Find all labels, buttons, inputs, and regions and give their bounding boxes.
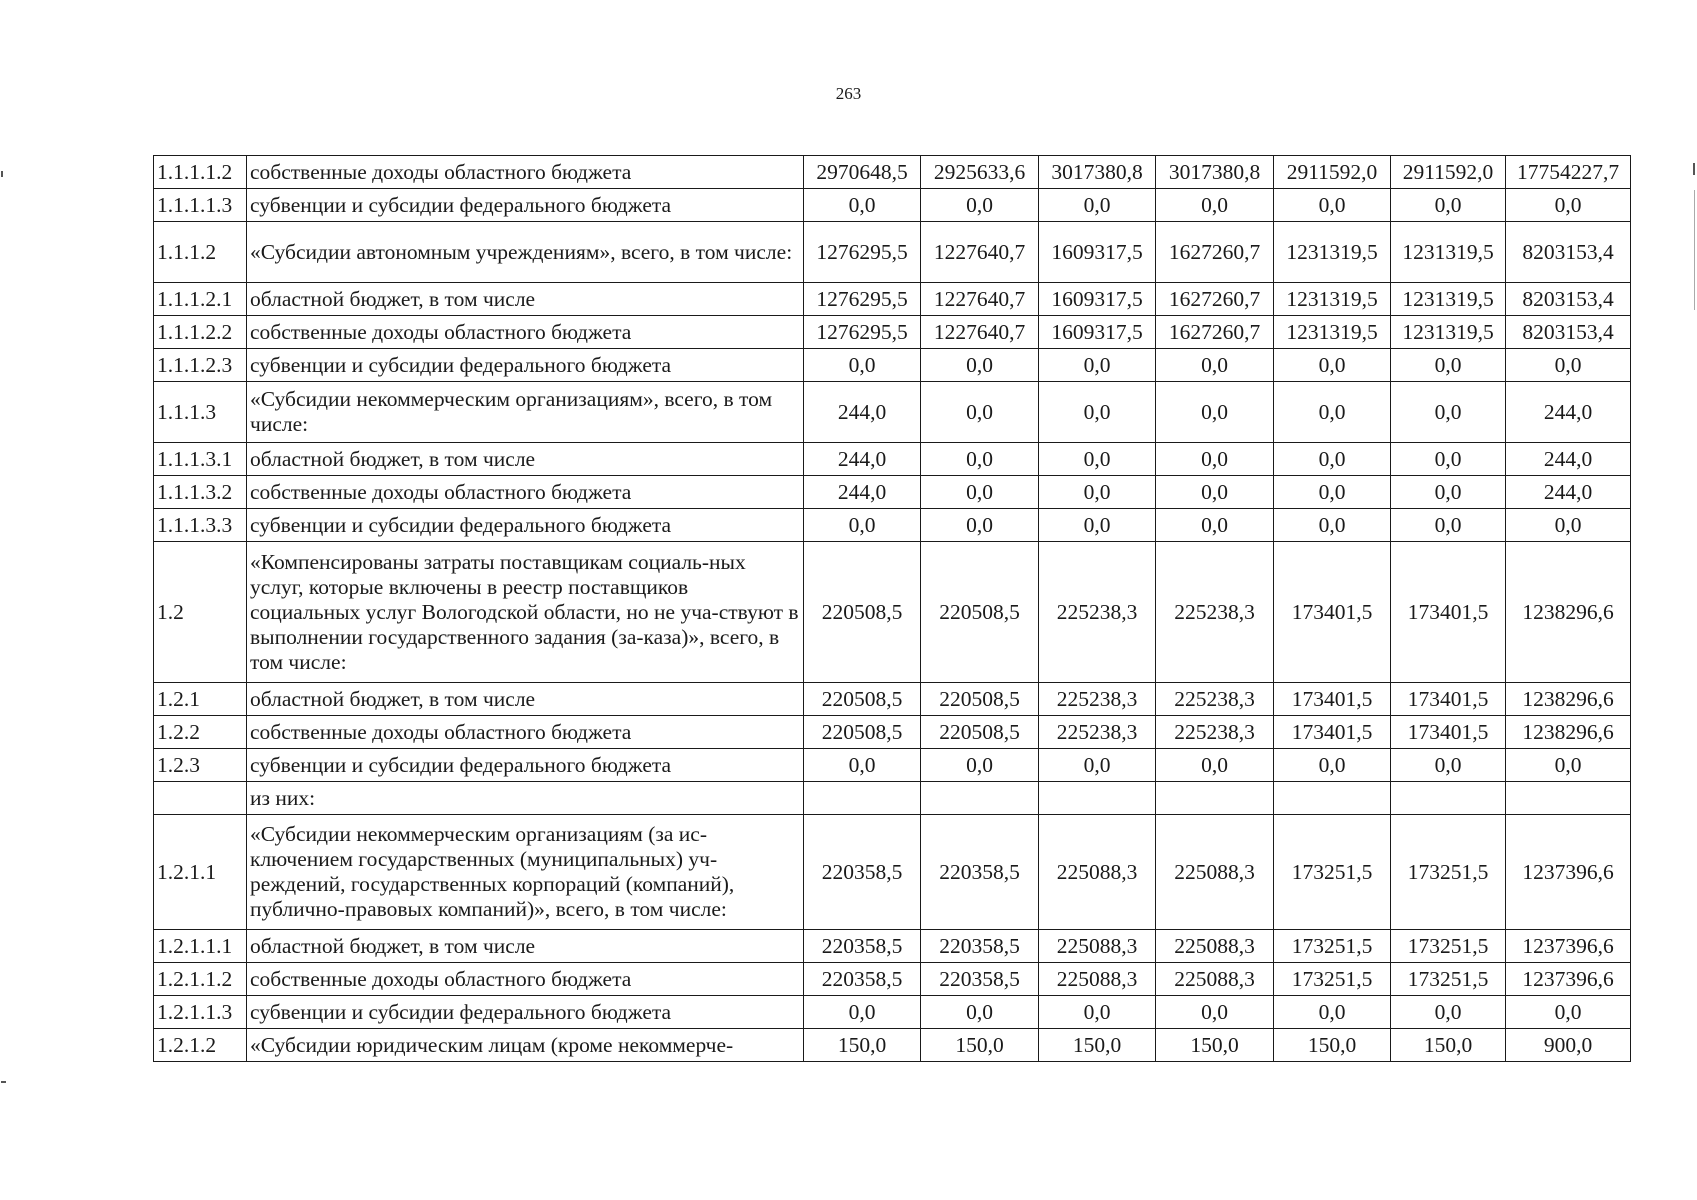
row-description: собственные доходы областного бюджета: [247, 716, 804, 749]
row-description: собственные доходы областного бюджета: [247, 476, 804, 509]
value-cell: 0,0: [1274, 749, 1391, 782]
value-cell: 173401,5: [1391, 542, 1506, 683]
value-cell: 150,0: [804, 1029, 921, 1062]
value-cell: 0,0: [804, 189, 921, 222]
value-cell: 173251,5: [1274, 815, 1391, 930]
row-code: 1.1.1.2.3: [154, 349, 247, 382]
value-cell: 0,0: [1391, 349, 1506, 382]
row-description: областной бюджет, в том числе: [247, 443, 804, 476]
row-code: [154, 782, 247, 815]
value-cell: 0,0: [1391, 189, 1506, 222]
value-cell: 0,0: [1274, 443, 1391, 476]
row-code: 1.2.2: [154, 716, 247, 749]
row-code: 1.2.1.1.2: [154, 963, 247, 996]
value-cell: 1231319,5: [1391, 283, 1506, 316]
value-cell: 173401,5: [1274, 542, 1391, 683]
value-cell: 0,0: [1274, 509, 1391, 542]
table-row: [154, 782, 1631, 815]
total-cell: 0,0: [1506, 509, 1631, 542]
value-cell: 0,0: [921, 189, 1039, 222]
value-cell: 225238,3: [1156, 542, 1274, 683]
value-cell: 1627260,7: [1156, 316, 1274, 349]
value-cell: 1276295,5: [804, 283, 921, 316]
total-cell: 1237396,6: [1506, 815, 1631, 930]
value-cell: 220508,5: [804, 542, 921, 683]
row-description: собственные доходы областного бюджета: [247, 963, 804, 996]
table-row: [154, 476, 1631, 509]
value-cell: 150,0: [1039, 1029, 1156, 1062]
value-cell: 173251,5: [1391, 930, 1506, 963]
value-cell: 173251,5: [1274, 930, 1391, 963]
value-cell: 220358,5: [804, 930, 921, 963]
value-cell: 0,0: [921, 476, 1039, 509]
table-row: [154, 156, 1631, 189]
value-cell: 1231319,5: [1391, 316, 1506, 349]
table-row: [154, 443, 1631, 476]
value-cell: 1276295,5: [804, 316, 921, 349]
value-cell: 0,0: [1039, 443, 1156, 476]
value-cell: 220358,5: [921, 815, 1039, 930]
value-cell: 0,0: [1039, 749, 1156, 782]
value-cell: 0,0: [1274, 382, 1391, 443]
row-description: «Субсидии некоммерческим организациям», всего, в том числе:: [247, 382, 804, 443]
table-row: [154, 349, 1631, 382]
value-cell: 1231319,5: [1274, 222, 1391, 283]
value-cell: 1227640,7: [921, 283, 1039, 316]
value-cell: 0,0: [1156, 382, 1274, 443]
value-cell: 150,0: [921, 1029, 1039, 1062]
value-cell: 0,0: [1039, 996, 1156, 1029]
row-code: 1.1.1.3.3: [154, 509, 247, 542]
row-code: 1.1.1.3.2: [154, 476, 247, 509]
value-cell: 244,0: [804, 382, 921, 443]
value-cell: 173401,5: [1391, 683, 1506, 716]
value-cell: 150,0: [1274, 1029, 1391, 1062]
value-cell: 225088,3: [1156, 930, 1274, 963]
table-row: [154, 749, 1631, 782]
value-cell: [921, 782, 1039, 815]
value-cell: 220508,5: [804, 683, 921, 716]
value-cell: 0,0: [921, 749, 1039, 782]
value-cell: 0,0: [1156, 509, 1274, 542]
total-cell: 8203153,4: [1506, 316, 1631, 349]
total-cell: 1237396,6: [1506, 930, 1631, 963]
value-cell: 0,0: [1156, 443, 1274, 476]
total-cell: 900,0: [1506, 1029, 1631, 1062]
row-description: областной бюджет, в том числе: [247, 930, 804, 963]
row-code: 1.2.1: [154, 683, 247, 716]
total-cell: 1238296,6: [1506, 716, 1631, 749]
row-description: областной бюджет, в том числе: [247, 683, 804, 716]
value-cell: 0,0: [1039, 189, 1156, 222]
table-row: [154, 683, 1631, 716]
value-cell: 1276295,5: [804, 222, 921, 283]
row-code: 1.1.1.3: [154, 382, 247, 443]
total-cell: 0,0: [1506, 189, 1631, 222]
value-cell: 220358,5: [804, 815, 921, 930]
table-row: [154, 716, 1631, 749]
table-row: [154, 963, 1631, 996]
value-cell: 0,0: [1391, 443, 1506, 476]
row-description: «Компенсированы затраты поставщикам социаль-ных услуг, которые включены в реестр поставщиков социальных услуг Вологодской области, но не уча-ствуют в выполнении государственного задания (за-каза)», всего, в том числе:: [247, 542, 804, 683]
table-row: [154, 189, 1631, 222]
value-cell: 3017380,8: [1039, 156, 1156, 189]
row-code: 1.1.1.1.3: [154, 189, 247, 222]
value-cell: 2970648,5: [804, 156, 921, 189]
value-cell: 0,0: [1274, 349, 1391, 382]
value-cell: 244,0: [804, 443, 921, 476]
value-cell: 1231319,5: [1274, 283, 1391, 316]
value-cell: 225088,3: [1039, 815, 1156, 930]
value-cell: 225088,3: [1039, 963, 1156, 996]
value-cell: 0,0: [804, 349, 921, 382]
table-row: [154, 222, 1631, 283]
total-cell: 1238296,6: [1506, 683, 1631, 716]
row-description: субвенции и субсидии федерального бюджета: [247, 996, 804, 1029]
row-code: 1.1.1.1.2: [154, 156, 247, 189]
value-cell: 0,0: [1156, 476, 1274, 509]
total-cell: 8203153,4: [1506, 222, 1631, 283]
value-cell: 220508,5: [921, 683, 1039, 716]
value-cell: 0,0: [1391, 996, 1506, 1029]
value-cell: 1627260,7: [1156, 283, 1274, 316]
row-description: собственные доходы областного бюджета: [247, 316, 804, 349]
value-cell: 225088,3: [1156, 815, 1274, 930]
table-row: [154, 996, 1631, 1029]
scan-mark-left: [1, 1081, 6, 1083]
value-cell: 0,0: [804, 996, 921, 1029]
scan-mark-left: [1, 171, 3, 177]
row-description: «Субсидии юридическим лицам (кроме некоммерче-: [247, 1029, 804, 1062]
total-cell: 244,0: [1506, 476, 1631, 509]
row-code: 1.1.1.2.1: [154, 283, 247, 316]
value-cell: 225238,3: [1156, 716, 1274, 749]
total-cell: 0,0: [1506, 996, 1631, 1029]
value-cell: 220358,5: [804, 963, 921, 996]
value-cell: 173401,5: [1391, 716, 1506, 749]
table-row: [154, 283, 1631, 316]
total-cell: 8203153,4: [1506, 283, 1631, 316]
value-cell: 150,0: [1391, 1029, 1506, 1062]
row-description: «Субсидии некоммерческим организациям (за ис-ключением государственных (муниципальных) уч-реждений, государственных корпораций (компаний), публично-правовых компаний)», всего, в том числе:: [247, 815, 804, 930]
value-cell: [1274, 782, 1391, 815]
total-cell: 1238296,6: [1506, 542, 1631, 683]
table-row: [154, 316, 1631, 349]
row-code: 1.2.1.1: [154, 815, 247, 930]
total-cell: 244,0: [1506, 443, 1631, 476]
total-cell: 17754227,7: [1506, 156, 1631, 189]
value-cell: 173251,5: [1274, 963, 1391, 996]
value-cell: 0,0: [1039, 509, 1156, 542]
value-cell: 0,0: [1156, 749, 1274, 782]
row-description: субвенции и субсидии федерального бюджета: [247, 749, 804, 782]
value-cell: 225238,3: [1156, 683, 1274, 716]
row-code: 1.2.3: [154, 749, 247, 782]
row-code: 1.2.1.1.3: [154, 996, 247, 1029]
value-cell: 173401,5: [1274, 716, 1391, 749]
value-cell: 220358,5: [921, 930, 1039, 963]
value-cell: 0,0: [1391, 749, 1506, 782]
value-cell: [1391, 782, 1506, 815]
row-description: субвенции и субсидии федерального бюджета: [247, 349, 804, 382]
value-cell: 225088,3: [1156, 963, 1274, 996]
value-cell: 220508,5: [921, 716, 1039, 749]
value-cell: 0,0: [1274, 476, 1391, 509]
table-row: [154, 382, 1631, 443]
value-cell: 0,0: [1274, 189, 1391, 222]
row-description: из них:: [247, 782, 804, 815]
value-cell: [1039, 782, 1156, 815]
value-cell: 173251,5: [1391, 815, 1506, 930]
value-cell: 0,0: [804, 509, 921, 542]
value-cell: 0,0: [1391, 382, 1506, 443]
budget-table: [153, 155, 1631, 1062]
value-cell: 225238,3: [1039, 542, 1156, 683]
value-cell: 0,0: [921, 509, 1039, 542]
row-code: 1.1.1.3.1: [154, 443, 247, 476]
value-cell: 1227640,7: [921, 316, 1039, 349]
value-cell: 0,0: [1156, 996, 1274, 1029]
value-cell: 2911592,0: [1391, 156, 1506, 189]
table-row: [154, 815, 1631, 930]
total-cell: 244,0: [1506, 382, 1631, 443]
value-cell: 220508,5: [804, 716, 921, 749]
row-description: областной бюджет, в том числе: [247, 283, 804, 316]
value-cell: 225088,3: [1039, 930, 1156, 963]
scan-mark-right: [1694, 190, 1695, 310]
value-cell: 1227640,7: [921, 222, 1039, 283]
row-code: 1.1.1.2: [154, 222, 247, 283]
row-description: «Субсидии автономным учреждениям», всего, в том числе:: [247, 222, 804, 283]
value-cell: 173251,5: [1391, 963, 1506, 996]
value-cell: 244,0: [804, 476, 921, 509]
value-cell: 150,0: [1156, 1029, 1274, 1062]
row-code: 1.1.1.2.2: [154, 316, 247, 349]
total-cell: 0,0: [1506, 749, 1631, 782]
value-cell: 0,0: [804, 749, 921, 782]
row-description: субвенции и субсидии федерального бюджета: [247, 189, 804, 222]
table-row: [154, 509, 1631, 542]
value-cell: 1609317,5: [1039, 222, 1156, 283]
value-cell: 1609317,5: [1039, 283, 1156, 316]
value-cell: 0,0: [1391, 509, 1506, 542]
value-cell: 0,0: [1039, 349, 1156, 382]
value-cell: 1231319,5: [1274, 316, 1391, 349]
row-code: 1.2: [154, 542, 247, 683]
value-cell: 0,0: [1039, 476, 1156, 509]
row-code: 1.2.1.1.1: [154, 930, 247, 963]
value-cell: 1627260,7: [1156, 222, 1274, 283]
total-cell: [1506, 782, 1631, 815]
value-cell: [1156, 782, 1274, 815]
value-cell: 0,0: [921, 349, 1039, 382]
value-cell: 173401,5: [1274, 683, 1391, 716]
value-cell: 2911592,0: [1274, 156, 1391, 189]
value-cell: 225238,3: [1039, 683, 1156, 716]
value-cell: 220508,5: [921, 542, 1039, 683]
value-cell: 0,0: [1274, 996, 1391, 1029]
row-description: субвенции и субсидии федерального бюджета: [247, 509, 804, 542]
total-cell: 0,0: [1506, 349, 1631, 382]
table-row: [154, 930, 1631, 963]
value-cell: 2925633,6: [921, 156, 1039, 189]
value-cell: 1231319,5: [1391, 222, 1506, 283]
page-number: 263: [835, 84, 862, 103]
row-description: собственные доходы областного бюджета: [247, 156, 804, 189]
scan-mark-right: [1693, 163, 1695, 175]
value-cell: 0,0: [1156, 189, 1274, 222]
value-cell: 0,0: [1156, 349, 1274, 382]
value-cell: 0,0: [921, 996, 1039, 1029]
row-code: 1.2.1.2: [154, 1029, 247, 1062]
total-cell: 1237396,6: [1506, 963, 1631, 996]
value-cell: 1609317,5: [1039, 316, 1156, 349]
value-cell: 3017380,8: [1156, 156, 1274, 189]
value-cell: 0,0: [921, 443, 1039, 476]
value-cell: 0,0: [921, 382, 1039, 443]
value-cell: 0,0: [1391, 476, 1506, 509]
table-row: [154, 542, 1631, 683]
value-cell: 225238,3: [1039, 716, 1156, 749]
value-cell: 220358,5: [921, 963, 1039, 996]
table-row: [154, 1029, 1631, 1062]
value-cell: [804, 782, 921, 815]
value-cell: 0,0: [1039, 382, 1156, 443]
